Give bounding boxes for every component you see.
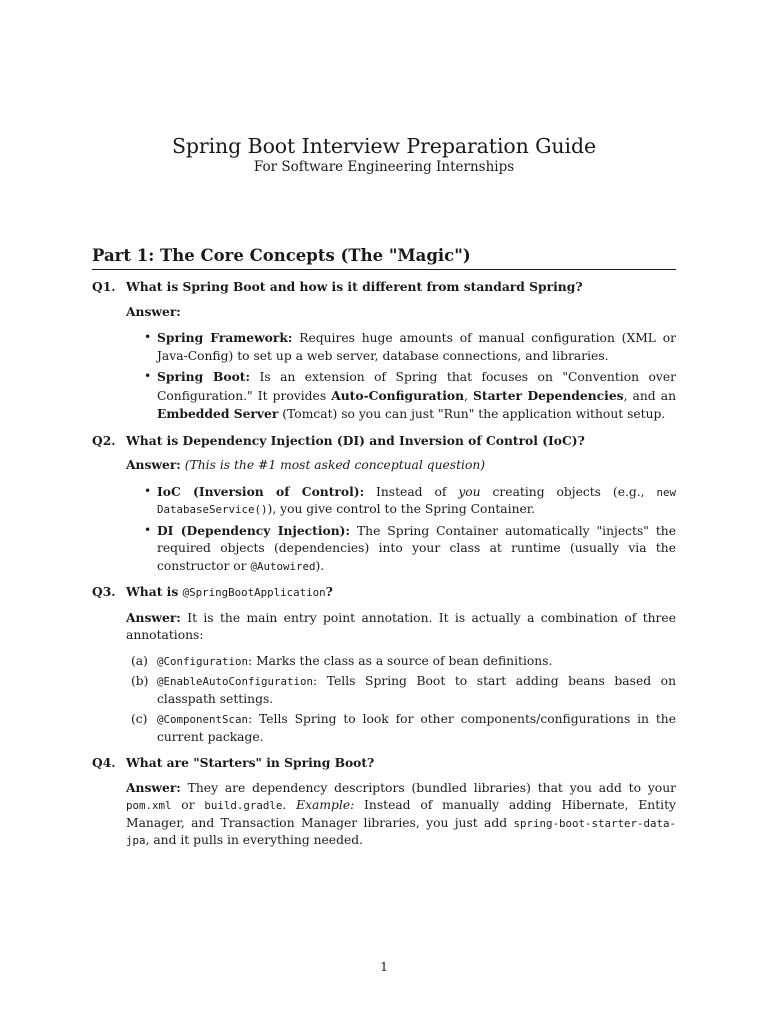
- bullet-text: The Spring Container automatically "injects" the required objects (dependencies) into your class at runtime (usually via the constructor or: [157, 523, 676, 573]
- answer-q2: [92, 456, 676, 575]
- answer-q4: [92, 779, 676, 850]
- inline-code: @EnableAutoConfiguration: [157, 675, 314, 688]
- inline-code: @Autowired: [250, 559, 316, 573]
- question-number: Q3.: [92, 584, 116, 599]
- answer-q3: [92, 609, 676, 747]
- answer-label: Answer:: [126, 457, 181, 472]
- answer-paragraph: [126, 303, 676, 322]
- answer-text: Instead of manually adding Hibernate, Entity Manager, and Transaction Manager libraries, you just add: [126, 798, 676, 830]
- answer-label: Answer:: [126, 303, 181, 319]
- answer-label: Answer:: [126, 609, 181, 625]
- answer-note: (This is the #1 most asked conceptual question): [184, 458, 486, 472]
- question-number: Q2.: [92, 432, 116, 448]
- answer-text: or: [171, 798, 205, 812]
- question-text: ?: [325, 584, 333, 599]
- bullet-item: [157, 368, 676, 424]
- section-heading: Part 1: The Core Concepts (The "Magic"): [92, 244, 676, 270]
- bullet-list: [126, 329, 676, 424]
- inline-code: new DatabaseService(): [157, 485, 676, 516]
- bullet-text: Is an extension of Spring that focuses on "Convention over Configuration." It provides: [157, 370, 677, 403]
- question-block-q3: [92, 583, 676, 746]
- bold-term: Starter Dependencies: [473, 387, 624, 403]
- inline-code: @SpringBootApplication: [182, 586, 326, 599]
- bullet-term: IoC (Inversion of Control):: [157, 483, 365, 499]
- content: [92, 278, 676, 858]
- bullet-term: Spring Framework:: [157, 330, 293, 345]
- bullet-term: DI (Dependency Injection):: [157, 522, 351, 538]
- enumerated-list: [126, 653, 676, 747]
- inline-code: @ComponentScan: [157, 713, 249, 726]
- inline-code: build.gradle: [204, 799, 283, 812]
- answer-text: , and it pulls in everything needed.: [145, 833, 364, 847]
- inline-code: spring-boot-starter-data-jpa: [126, 816, 676, 847]
- bullet-text: ), you give control to the Spring Container.: [267, 502, 536, 516]
- question-q3: [92, 583, 676, 602]
- bullet-text: Requires huge amounts of manual configuration (XML or Java-Config) to set up a web server, database connections, and libraries.: [157, 331, 676, 363]
- answer-text: They are dependency descriptors (bundled libraries) that you add to your: [180, 780, 676, 795]
- list-marker: (b): [131, 674, 149, 688]
- page-number: 1: [380, 960, 388, 974]
- answer-label: Answer:: [126, 779, 181, 795]
- question-text: What is Dependency Injection (DI) and Inversion of Control (IoC)?: [126, 432, 585, 448]
- list-item: [131, 673, 676, 708]
- bullet-list: [126, 483, 676, 576]
- list-text: : Marks the class as a source of bean definitions.: [248, 653, 553, 668]
- question-number: Q4.: [92, 755, 116, 770]
- question-block-q2: [92, 432, 676, 576]
- bullet-text: creating objects (e.g.,: [480, 484, 657, 499]
- inline-code: @Configuration: [157, 654, 249, 668]
- bullet-text: (Tomcat) so you can just "Run" the application without setup.: [278, 407, 666, 421]
- bullet-item: [157, 329, 676, 365]
- question-block-q1: [92, 278, 676, 424]
- title-block: [0, 133, 768, 175]
- question-number: Q1.: [92, 279, 116, 294]
- answer-text: .: [282, 798, 297, 812]
- document-subtitle: For Software Engineering Internships: [253, 159, 515, 175]
- list-item: [131, 653, 676, 671]
- bullet-term: Spring Boot:: [157, 369, 251, 384]
- answer-q1: [92, 303, 676, 424]
- question-text: What are "Starters" in Spring Boot?: [126, 755, 375, 770]
- list-item: [131, 711, 676, 746]
- bullet-text: ).: [315, 558, 325, 573]
- document-title: Spring Boot Interview Preparation Guide: [171, 134, 597, 158]
- answer-paragraph: [126, 779, 676, 850]
- list-marker: (c): [131, 712, 148, 726]
- question-text: What is Spring Boot and how is it different from standard Spring?: [126, 279, 583, 294]
- example-label: Example:: [296, 798, 355, 812]
- bullet-text: , and an: [623, 388, 676, 403]
- question-block-q4: [92, 754, 676, 850]
- list-text: : Tells Spring to look for other components/configurations in the current package.: [157, 712, 676, 744]
- bullet-item: [157, 483, 676, 519]
- list-text: : Tells Spring Boot to start adding beans based on classpath settings.: [157, 674, 676, 706]
- bullet-text: Instead of: [364, 484, 459, 499]
- answer-text: It is the main entry point annotation. It is actually a combination of three annotations:: [126, 610, 676, 642]
- answer-paragraph: [126, 456, 676, 475]
- bold-term: Embedded Server: [157, 406, 279, 421]
- question-q1: [92, 278, 676, 296]
- bullet-text: ,: [464, 388, 474, 403]
- bullet-item: [157, 522, 676, 576]
- bold-term: Auto-Configuration: [331, 387, 465, 403]
- answer-paragraph: [126, 609, 676, 645]
- emphasis: you: [458, 484, 481, 499]
- question-text: What is: [126, 584, 183, 599]
- question-q2: [92, 432, 676, 450]
- question-q4: [92, 754, 676, 772]
- list-marker: (a): [131, 653, 148, 668]
- inline-code: pom.xml: [126, 799, 172, 812]
